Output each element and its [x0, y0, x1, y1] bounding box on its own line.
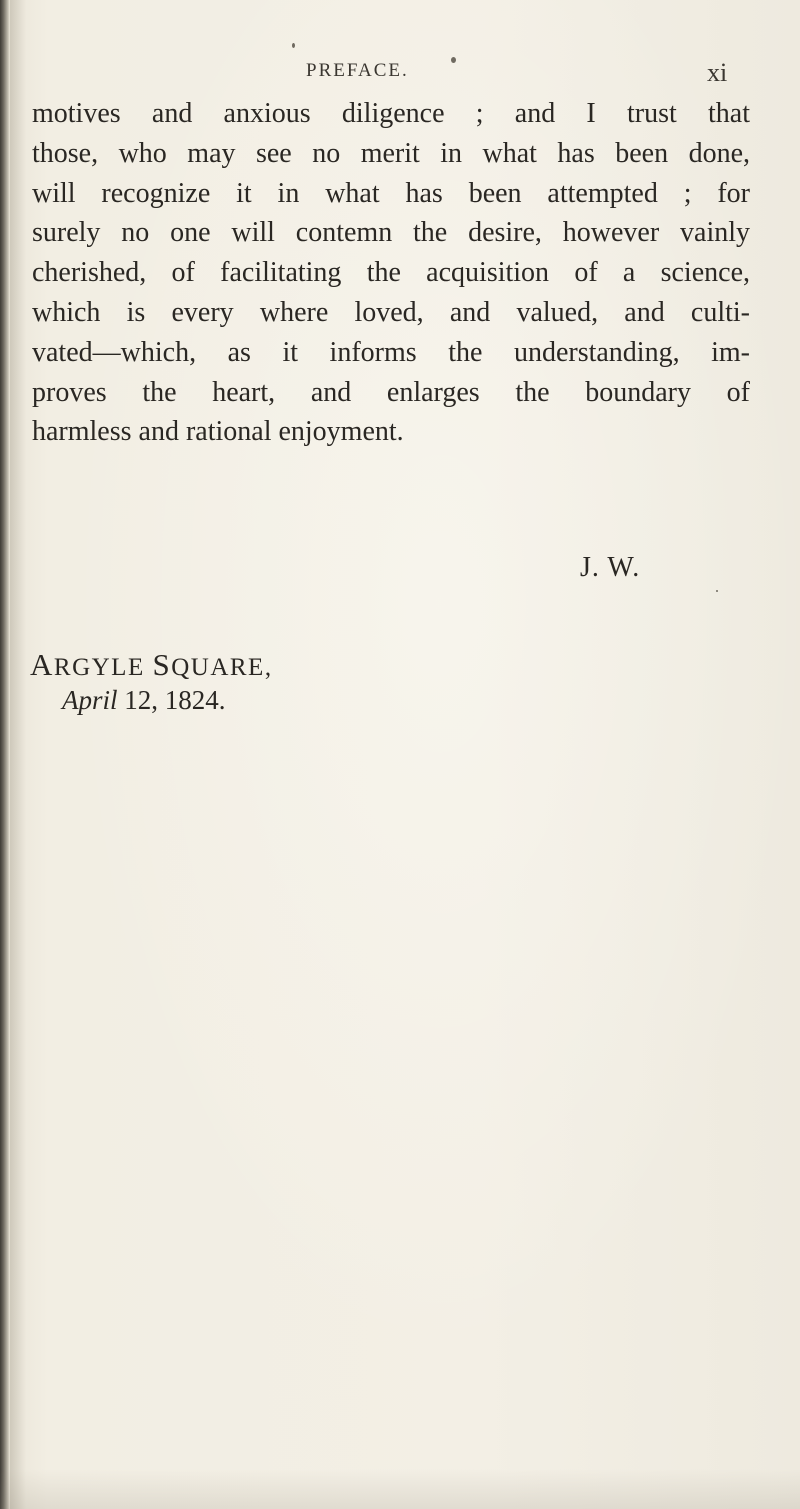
date-day-year: 12, 1824. [117, 685, 226, 715]
ink-speck [292, 43, 295, 48]
preface-paragraph [32, 94, 750, 452]
text-line: harmless and rational enjoyment. [32, 416, 404, 448]
text-line: proves the heart, and enlarges the boundary of [32, 376, 750, 408]
running-head [0, 60, 800, 90]
place-initial: S [152, 647, 172, 682]
text-line: cherished, of facilitating the acquisition of a science, [32, 257, 750, 289]
place-word: QUARE, [171, 654, 273, 681]
date-line [62, 685, 226, 716]
page-number: xi [707, 58, 728, 87]
binding-shadow [10, 0, 26, 1509]
place-initial: A [30, 647, 54, 682]
text-line: motives and anxious diligence ; and I trust that [32, 98, 750, 129]
binding-edge [0, 0, 10, 1509]
text-line: surely no one will contemn the desire, however vainly [32, 217, 750, 249]
text-line: vated—which, as it informs the understanding, im- [32, 336, 750, 368]
date-month: April [62, 685, 118, 715]
text-line: those, who may see no merit in what has been done, [32, 137, 750, 169]
place-word: RGYLE [53, 654, 145, 681]
place-line [30, 647, 273, 683]
running-head-title: PREFACE. [306, 60, 409, 81]
page-bottom-shade [0, 1469, 800, 1509]
text-line: will recognize it in what has been attempted ; for [32, 177, 750, 209]
author-signature: J. W. [580, 552, 641, 583]
text-line: which is every where loved, and valued, and culti- [32, 296, 750, 328]
ink-speck [716, 590, 718, 592]
